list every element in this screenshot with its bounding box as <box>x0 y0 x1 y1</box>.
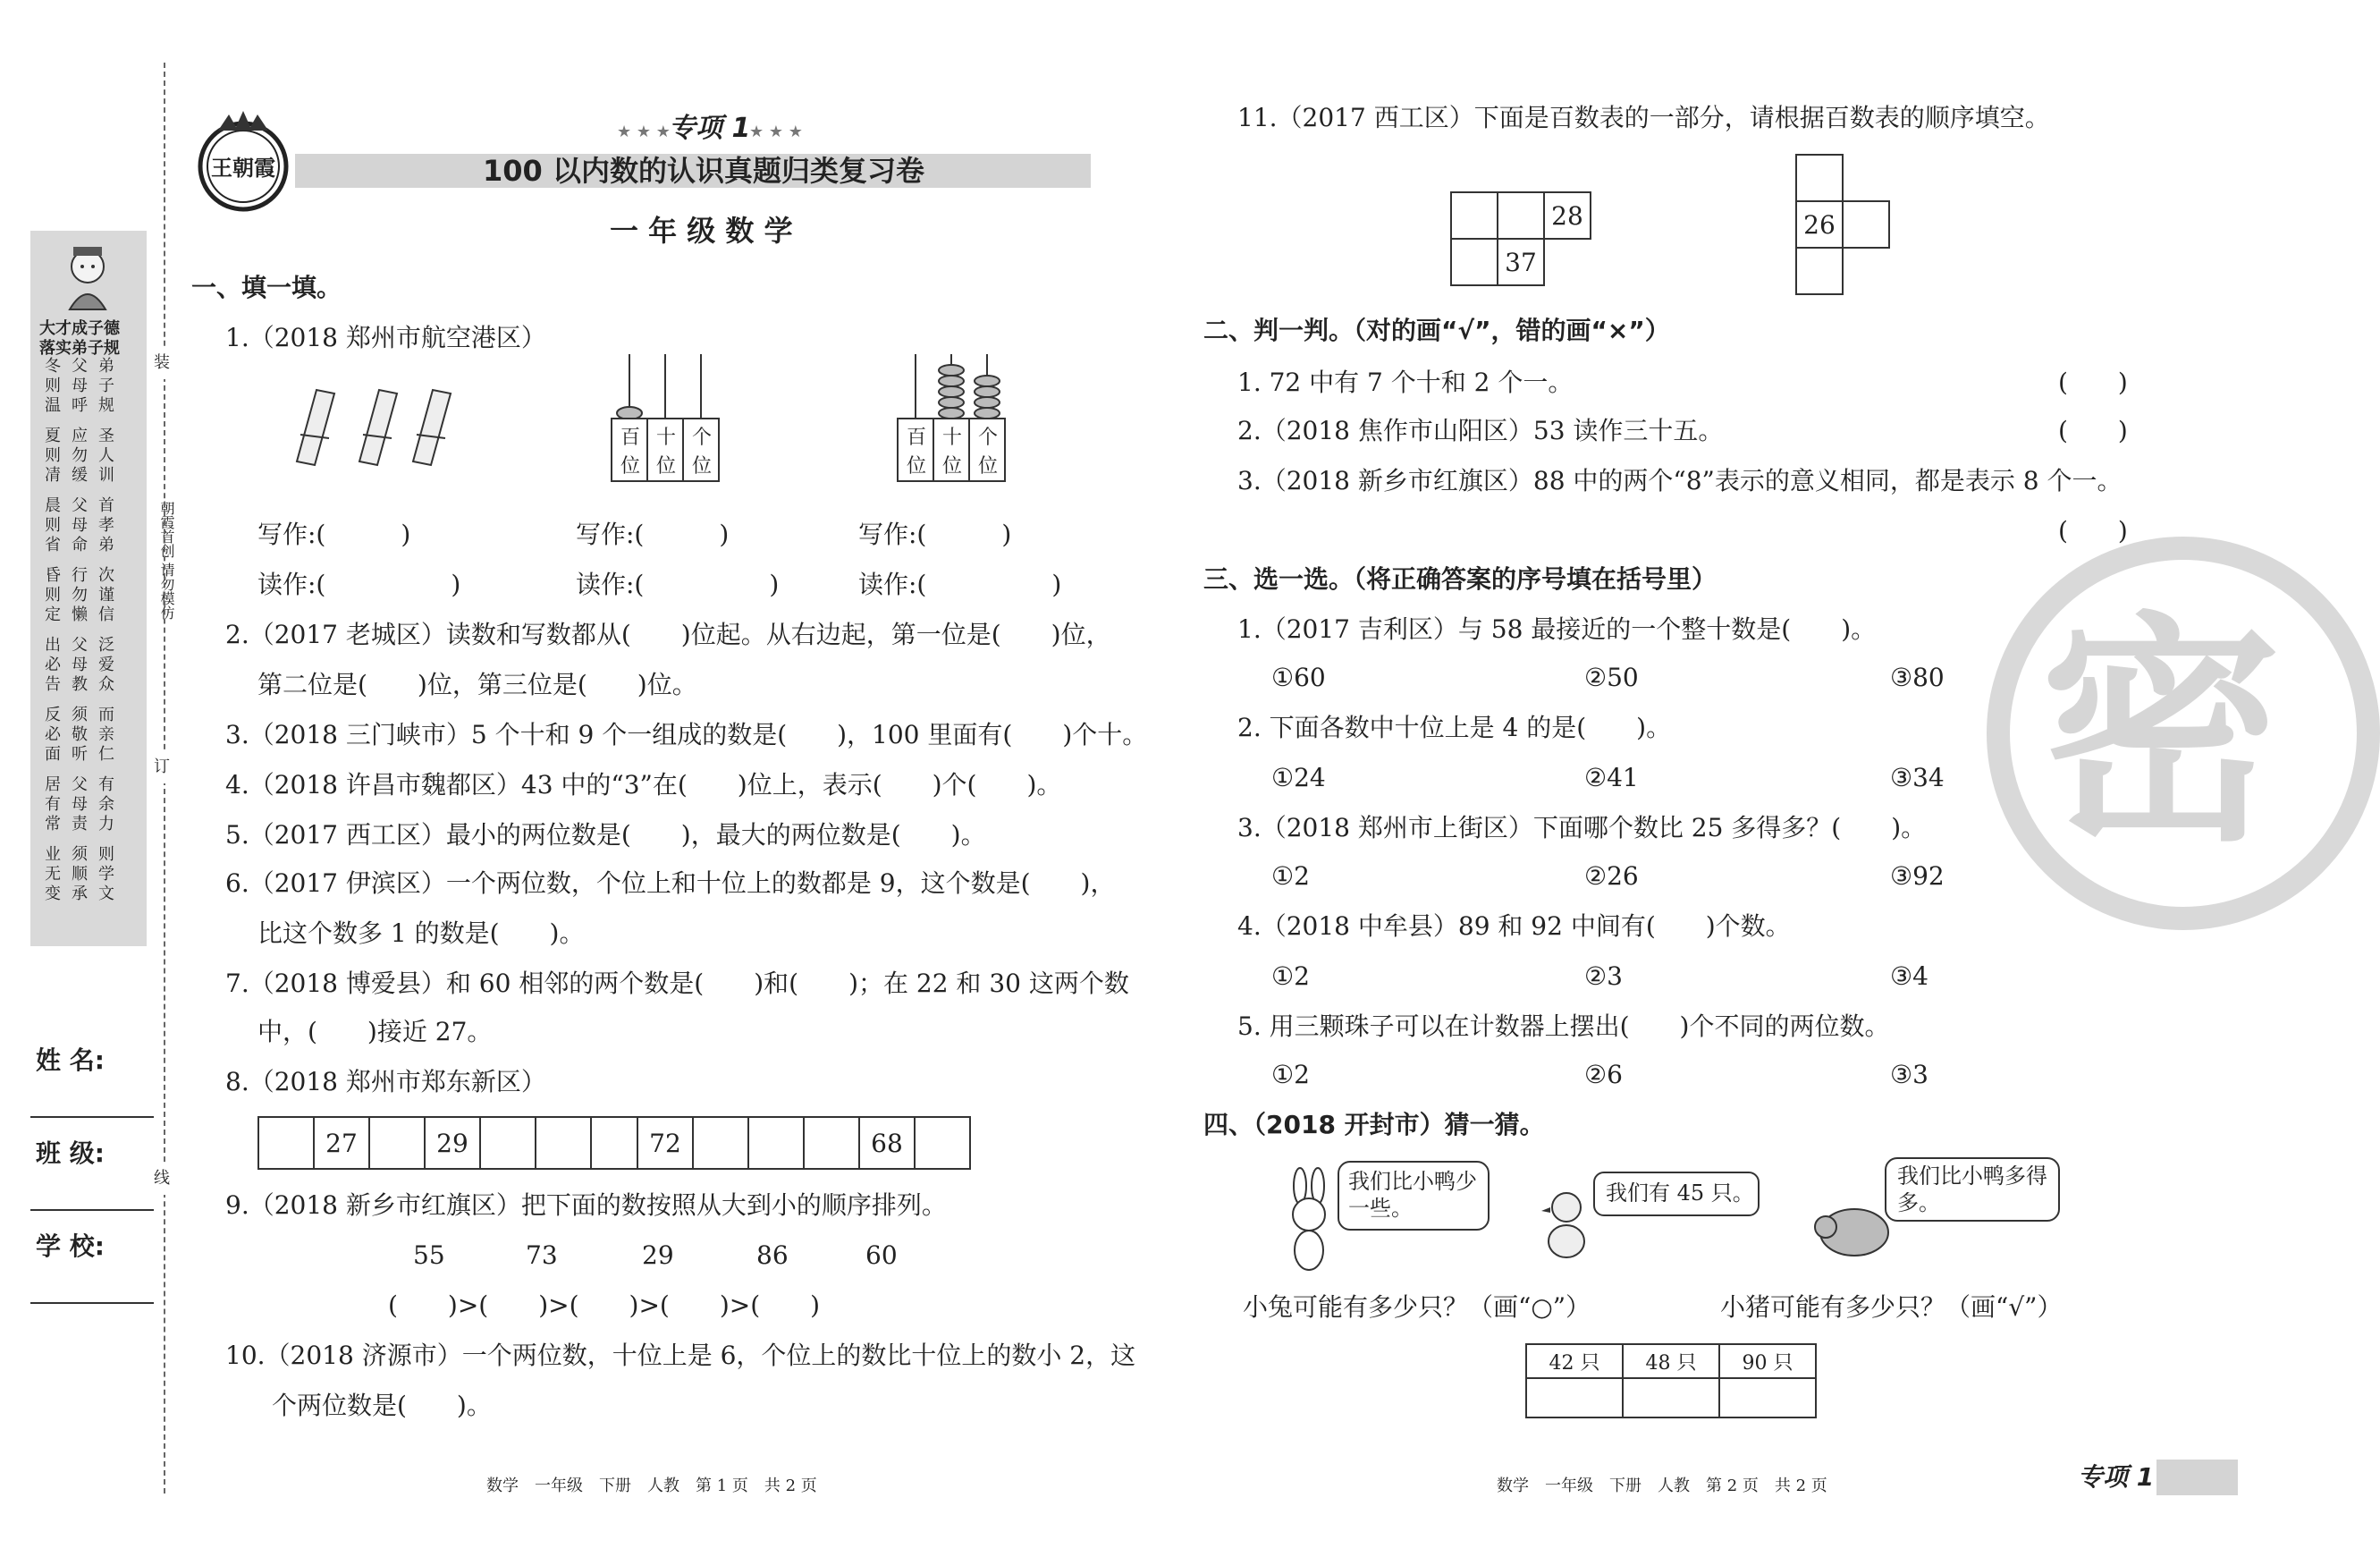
sidebar-verse-char: 必 <box>45 725 61 744</box>
sidebar-verse-char: 学 <box>98 865 114 884</box>
sidebar-verse-char: 呼 <box>72 396 88 415</box>
sidebar-verse-char: 须 <box>72 845 88 864</box>
pig-image <box>1811 1198 1892 1261</box>
sidebar-verse-char: 弟 <box>98 536 114 554</box>
choice-3-opt[interactable]: ③92 <box>1890 861 1945 891</box>
hundred-grid-cell[interactable] <box>1497 191 1545 240</box>
question-5: 5.（2017 西工区）最小的两位数是( )，最大的两位数是( )。 <box>225 820 986 850</box>
sidebar-verse-char: 则 <box>45 586 61 605</box>
sidebar-verse-char: 业 <box>45 845 61 864</box>
hundred-grid-cell[interactable] <box>1450 191 1498 240</box>
q8-row1-cell[interactable] <box>479 1116 536 1170</box>
question-4: 4.（2018 许昌市魏都区）43 中的“3”在( )位上，表示( )个( )。 <box>225 770 1062 800</box>
choice-3-opt[interactable]: ②26 <box>1584 861 1639 891</box>
sidebar-verse-char: 孝 <box>98 516 114 535</box>
answer-header-cell: 48 只 <box>1622 1343 1720 1379</box>
sidebar-verse-char: 力 <box>98 815 114 834</box>
answer-cell[interactable] <box>1525 1377 1624 1418</box>
hundred-grid-cell[interactable] <box>1795 247 1844 295</box>
sidebar-verse-char: 命 <box>72 536 88 554</box>
answer-header-cell: 90 只 <box>1718 1343 1817 1379</box>
sidebar-verse-char: 而 <box>98 706 114 724</box>
question-7-line-2: 中，( )接近 27。 <box>257 1017 493 1046</box>
sidebar-verse-char: 谨 <box>98 586 114 605</box>
page-title: 100 以内数的认识真题归类复习卷 <box>483 154 924 188</box>
sidebar-verse-char: 众 <box>98 675 114 694</box>
choice-2-opt[interactable]: ③34 <box>1890 763 1945 792</box>
judge-2-answer[interactable]: ( ) <box>2058 416 2128 445</box>
choice-3: 3.（2018 郑州市上街区）下面哪个数比 25 多得多？( )。 <box>1237 813 1927 842</box>
sidebar-verse-char: 首 <box>98 496 114 515</box>
sidebar-side-note: 朝霞首创 请勿模仿 <box>158 501 175 621</box>
school-label: 学 校: <box>36 1231 105 1261</box>
bubble-duck-text: 我们有 45 只。 <box>1606 1180 1754 1206</box>
sidebar-verse-char: 缓 <box>72 466 88 485</box>
sidebar-verse-char: 则 <box>98 845 114 864</box>
abacus-1-label: 个 <box>692 427 713 449</box>
sidebar-verse-char: 听 <box>72 745 88 764</box>
q1-write-2[interactable]: 写作:( ) <box>576 520 730 549</box>
sidebar-verses <box>45 358 134 930</box>
question-2-line-1: 2.（2017 老城区）读数和写数都从( )位起。从右边起，第一位是( )位， <box>225 620 1111 649</box>
section-fill-in: 一、填一填。 <box>191 273 342 302</box>
choice-1-opt[interactable]: ②50 <box>1584 663 1639 692</box>
hundred-grid-cell[interactable] <box>1450 238 1498 286</box>
sidebar-verse-char: 人 <box>98 446 114 465</box>
choice-4-opt[interactable]: ②3 <box>1584 961 1623 991</box>
abacus-2-label: 位 <box>907 455 927 478</box>
logo-text: 王朝霞 <box>211 156 275 181</box>
abacus-1-label: 百 <box>620 427 641 449</box>
duck-image <box>1540 1186 1593 1266</box>
choice-5-opt[interactable]: ①2 <box>1271 1060 1310 1089</box>
right-footer: 数学 一年级 下册 人教 第 2 页 共 2 页 <box>1497 1477 1827 1495</box>
q8-row2-cell[interactable] <box>914 1116 971 1170</box>
answer-cell[interactable] <box>1718 1377 1817 1418</box>
sidebar-verse-char: 次 <box>98 566 114 585</box>
sidebar-verse-char: 泛 <box>98 636 114 655</box>
hundred-grid-cell: 37 <box>1497 238 1545 286</box>
sidebar-mascot <box>52 240 123 311</box>
class-label: 班 级: <box>36 1138 105 1168</box>
q8-row2-cell[interactable] <box>692 1116 749 1170</box>
judge-1-answer[interactable]: ( ) <box>2058 368 2128 397</box>
hundred-grid-cell[interactable] <box>1842 200 1890 249</box>
choice-1: 1.（2017 吉利区）与 58 最接近的一个整十数是( )。 <box>1237 614 1877 644</box>
sidebar-verse-char: 凊 <box>45 466 61 485</box>
sidebar-verse-char: 信 <box>98 605 114 624</box>
series-stars-right: ★ ★ ★ <box>749 123 803 141</box>
sidebar-verse-char: 规 <box>98 396 114 415</box>
section-choose: 三、选一选。（将正确答案的序号填在括号里） <box>1203 564 1717 594</box>
sidebar-verse-char: 居 <box>45 775 61 794</box>
cut-mark-2: 订 <box>154 751 170 783</box>
sidebar-verse-char: 爱 <box>98 656 114 674</box>
sidebar-verse-char: 父 <box>72 775 88 794</box>
sidebar-verse-char: 勿 <box>72 446 88 465</box>
sidebar-verse-char: 母 <box>72 516 88 535</box>
choice-2: 2. 下面各数中十位上是 4 的是( )。 <box>1237 713 1672 742</box>
class-line[interactable] <box>30 1209 154 1211</box>
abacus-2-label: 百 <box>907 427 927 449</box>
sidebar-verse-char: 弟 <box>98 357 114 376</box>
q8-row2-cell[interactable]: 68 <box>858 1116 916 1170</box>
choice-4: 4.（2018 中牟县）89 和 92 中间有( )个数。 <box>1237 911 1791 941</box>
hundred-grid-cell[interactable] <box>1795 154 1844 202</box>
q9-answer-blanks[interactable]: ( )>( )>( )>( )>( ) <box>388 1290 821 1320</box>
sidebar-verse-char: 定 <box>45 605 61 624</box>
q1-read-3[interactable]: 读作:( ) <box>858 570 1062 599</box>
question-10-line-2: 个两位数是( )。 <box>272 1391 492 1420</box>
sidebar-verse-char: 行 <box>72 566 88 585</box>
abacus-1-label: 位 <box>692 455 713 478</box>
sidebar-verse-char: 冬 <box>45 357 61 376</box>
judge-2: 2.（2018 焦作市山阳区）53 读作三十五。 <box>1237 416 1724 445</box>
question-6-line-2: 比这个数多 1 的数是( )。 <box>257 918 585 948</box>
sidebar-verse-char: 责 <box>72 815 88 834</box>
q8-row1-cell[interactable] <box>535 1116 592 1170</box>
question-1: 1.（2018 郑州市航空港区） <box>225 323 546 352</box>
q8-row2-cell[interactable] <box>747 1116 805 1170</box>
cut-mark-1: 装 <box>154 347 170 379</box>
choice-5: 5. 用三颗珠子可以在计数器上摆出( )个不同的两位数。 <box>1237 1011 1890 1041</box>
corner-series-label: 专项 1 <box>2078 1462 2155 1492</box>
series-stars-left: ★ ★ ★ <box>617 123 671 141</box>
corner-tab <box>2156 1460 2238 1495</box>
sidebar-verse-char: 应 <box>72 427 88 445</box>
sidebar-verse-char: 昏 <box>45 566 61 585</box>
sidebar-verse-char: 面 <box>45 745 61 764</box>
sidebar-verse-char: 母 <box>72 377 88 395</box>
rabbit-image <box>1279 1168 1341 1275</box>
sidebar-verse-char: 顺 <box>72 865 88 884</box>
sidebar-verse-char: 仁 <box>98 745 114 764</box>
choice-3-opt[interactable]: ①2 <box>1271 861 1310 891</box>
sidebar-verse-char: 文 <box>98 884 114 903</box>
q8-row1-cell[interactable]: 29 <box>424 1116 481 1170</box>
choice-1-opt[interactable]: ③80 <box>1890 663 1945 692</box>
question-10-line-1: 10.（2018 济源市）一个两位数，十位上是 6，个位上的数比十位上的数小 2，这 <box>225 1341 1136 1370</box>
sidebar-verse-char: 常 <box>45 815 61 834</box>
sidebar-verse-char: 省 <box>45 536 61 554</box>
q9-number: 86 <box>756 1240 789 1270</box>
answer-header-cell: 42 只 <box>1525 1343 1624 1379</box>
secret-stamp: 密 <box>1987 537 2246 957</box>
abacus-1-label: 十 <box>656 427 677 449</box>
q1-write-3[interactable]: 写作:( ) <box>858 520 1012 549</box>
sidebar-verse-char: 须 <box>72 706 88 724</box>
sidebar-verse-char: 圣 <box>98 427 114 445</box>
sidebar-verse-char: 必 <box>45 656 61 674</box>
ask-rabbit: 小兔可能有多少只？（画“○”） <box>1243 1292 1591 1322</box>
sidebar-verse-char: 父 <box>72 357 88 376</box>
choice-1-opt[interactable]: ①60 <box>1271 663 1326 692</box>
abacus-2-label: 位 <box>942 455 963 478</box>
sidebar-verse-char: 懒 <box>72 605 88 624</box>
choice-2-opt[interactable]: ①24 <box>1271 763 1326 792</box>
sidebar-verse-char: 夏 <box>45 427 61 445</box>
page-subtitle: 一 年 级 数 学 <box>610 214 793 248</box>
judge-3-answer[interactable]: ( ) <box>2058 516 2128 546</box>
abacus-1-label: 位 <box>620 455 641 478</box>
sidebar-verse-char: 亲 <box>98 725 114 744</box>
question-8: 8.（2018 郑州市郑东新区） <box>225 1067 546 1096</box>
q8-row2-cell[interactable] <box>803 1116 860 1170</box>
sidebar-verse-char: 晨 <box>45 496 61 515</box>
q9-number: 55 <box>413 1240 445 1270</box>
question-6-line-1: 6.（2017 伊滨区）一个两位数，个位上和十位上的数都是 9，这个数是( )， <box>225 868 1116 898</box>
section-guess: 四、（2018 开封市）猜一猜。 <box>1203 1110 1545 1139</box>
sidebar-verse-char: 则 <box>45 516 61 535</box>
judge-1: 1. 72 中有 7 个十和 2 个一。 <box>1237 368 1574 397</box>
abacus-2-label: 十 <box>942 427 963 449</box>
sidebar-verse-char: 余 <box>98 795 114 814</box>
judge-3: 3.（2018 新乡市红旗区）88 中的两个“8”表示的意义相同，都是表示 8 个一。 <box>1237 466 2123 495</box>
sidebar-verse-char: 出 <box>45 636 61 655</box>
sticks-bundle-image <box>284 381 463 470</box>
q9-number: 60 <box>865 1240 898 1270</box>
sidebar-verse-char: 有 <box>45 795 61 814</box>
sidebar-verse-char: 告 <box>45 675 61 694</box>
sidebar-verse-char: 勿 <box>72 586 88 605</box>
sidebar-verse-char: 则 <box>45 377 61 395</box>
sidebar-verse-char: 有 <box>98 775 114 794</box>
choice-5-opt[interactable]: ②6 <box>1584 1060 1623 1089</box>
sidebar-verse-char: 反 <box>45 706 61 724</box>
name-label: 姓 名: <box>36 1045 105 1075</box>
bubble-pig-text: 我们比小鸭多得多。 <box>1897 1164 2047 1215</box>
question-2-line-2: 第二位是( )位，第三位是( )位。 <box>257 670 697 699</box>
cut-mark-3: 线 <box>154 1163 170 1195</box>
q8-row1-cell[interactable]: 27 <box>313 1116 370 1170</box>
sidebar-verse-char: 则 <box>45 446 61 465</box>
sidebar-verse-char: 承 <box>72 884 88 903</box>
sidebar-verse-char: 敬 <box>72 725 88 744</box>
q1-read-1[interactable]: 读作:( ) <box>257 570 461 599</box>
sidebar-verse-char: 变 <box>45 884 61 903</box>
abacus-1-label: 位 <box>656 455 677 478</box>
choice-2-opt[interactable]: ②41 <box>1584 763 1639 792</box>
abacus-2-label: 个 <box>978 427 999 449</box>
sidebar-verse-char: 子 <box>98 377 114 395</box>
school-line[interactable] <box>30 1302 154 1304</box>
hundred-grid-cell: 28 <box>1543 191 1591 240</box>
question-3: 3.（2018 三门峡市）5 个十和 9 个一组成的数是( )，100 里面有( )个十。 <box>225 720 1148 749</box>
sidebar-motto-2: 落实弟子规 <box>39 339 120 358</box>
sidebar-verse-char: 母 <box>72 795 88 814</box>
sidebar-verse-char: 无 <box>45 865 61 884</box>
choice-4-opt[interactable]: ③4 <box>1890 961 1928 991</box>
series-label: 专项 1 <box>669 113 751 144</box>
choice-4-opt[interactable]: ①2 <box>1271 961 1310 991</box>
question-11: 11.（2017 西工区）下面是百数表的一部分，请根据百数表的顺序填空。 <box>1237 103 2050 132</box>
q8-row2-cell[interactable]: 72 <box>637 1116 694 1170</box>
q8-row1-cell[interactable] <box>368 1116 426 1170</box>
hundred-grid-cell: 26 <box>1795 200 1844 249</box>
section-judge: 二、判一判。（对的画“√”，错的画“×”） <box>1203 316 1670 345</box>
q8-row1-cell[interactable] <box>257 1116 315 1170</box>
sidebar-verse-char: 教 <box>72 675 88 694</box>
sidebar-verse-char: 母 <box>72 656 88 674</box>
name-line[interactable] <box>30 1116 154 1118</box>
sidebar-verse-char: 父 <box>72 496 88 515</box>
question-7-line-1: 7.（2018 博爱县）和 60 相邻的两个数是( )和( )；在 22 和 30 这两个数 <box>225 969 1129 998</box>
choice-5-opt[interactable]: ③3 <box>1890 1060 1928 1089</box>
abacus-2-label: 位 <box>978 455 999 478</box>
q1-read-2[interactable]: 读作:( ) <box>576 570 780 599</box>
sidebar-verse-char: 训 <box>98 466 114 485</box>
sidebar-motto-1: 大才成子德 <box>39 319 120 338</box>
sidebar-verse-char: 父 <box>72 636 88 655</box>
answer-cell[interactable] <box>1622 1377 1720 1418</box>
question-9: 9.（2018 新乡市红旗区）把下面的数按照从大到小的顺序排列。 <box>225 1190 947 1220</box>
q9-number: 73 <box>526 1240 558 1270</box>
left-footer: 数学 一年级 下册 人教 第 1 页 共 2 页 <box>486 1477 817 1495</box>
ask-pig: 小猪可能有多少只？（画“√”） <box>1720 1292 2063 1322</box>
sidebar-verse-char: 温 <box>45 396 61 415</box>
q1-write-1[interactable]: 写作:( ) <box>257 520 411 549</box>
bubble-rabbit-text: 我们比小鸭少一些。 <box>1348 1169 1477 1221</box>
q9-number: 29 <box>642 1240 674 1270</box>
